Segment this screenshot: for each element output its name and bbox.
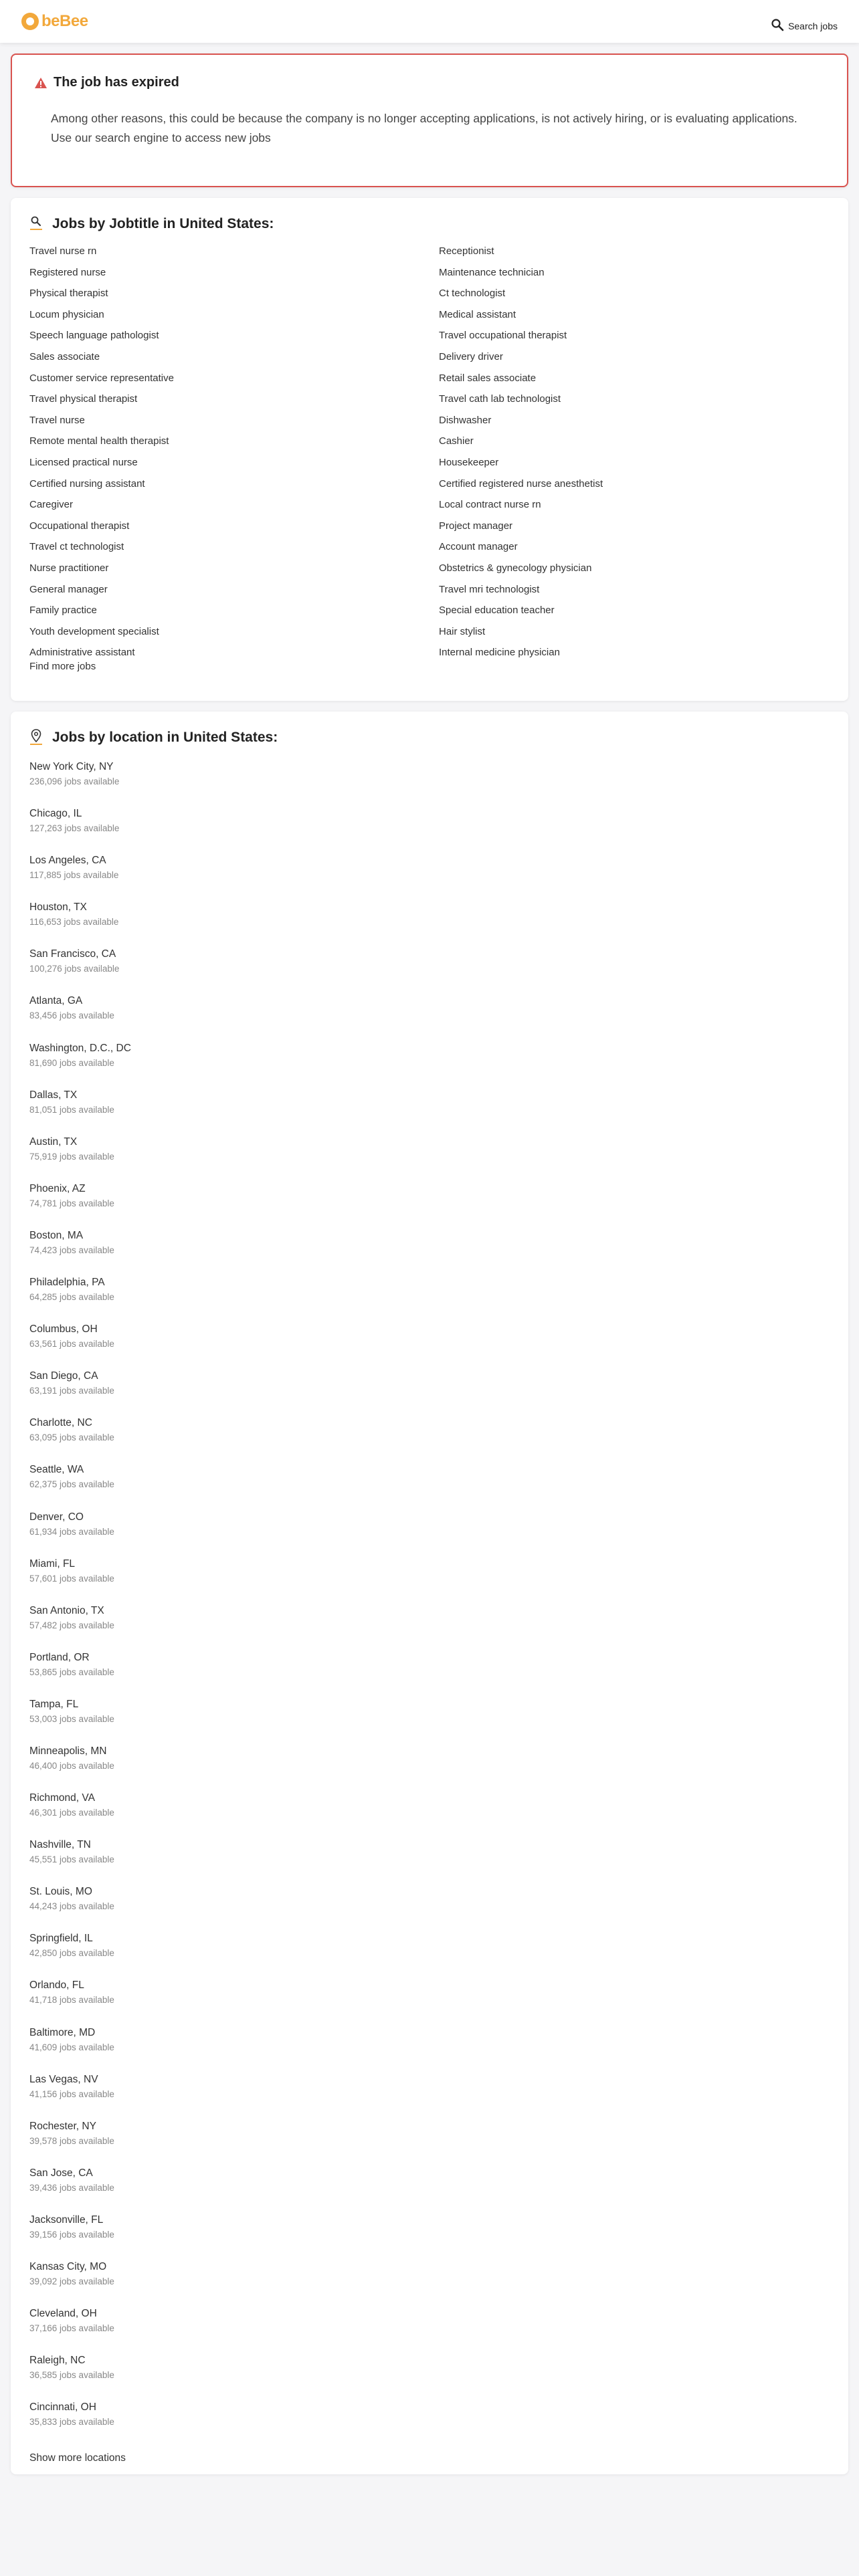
location-job-count: 83,456 jobs available xyxy=(29,1010,114,1021)
location-job-count: 117,885 jobs available xyxy=(29,870,119,881)
location-job-count: 37,166 jobs available xyxy=(29,2323,114,2334)
jobs-by-jobtitle-section xyxy=(11,198,848,701)
job-expired-alert xyxy=(11,53,848,187)
jobtitle-link[interactable]: Retail sales associate xyxy=(439,372,537,384)
jobtitle-link[interactable]: Medical assistant xyxy=(439,308,516,320)
location-job-count: 42,850 jobs available xyxy=(29,1948,114,1959)
location-item xyxy=(29,1744,830,1791)
location-job-count: 46,301 jobs available xyxy=(29,1808,114,1818)
location-job-count: 63,561 jobs available xyxy=(29,1339,114,1350)
jobtitle-link[interactable]: Speech language pathologist xyxy=(29,330,159,342)
location-job-count: 63,191 jobs available xyxy=(29,1386,114,1396)
location-item xyxy=(29,2306,830,2353)
location-link[interactable]: St. Louis, MO xyxy=(29,1886,92,1898)
location-job-count: 57,601 jobs available xyxy=(29,1573,114,1584)
location-link[interactable]: Philadelphia, PA xyxy=(29,1277,105,1289)
jobtitle-link[interactable]: Account manager xyxy=(439,541,518,553)
location-link[interactable]: Richmond, VA xyxy=(29,1792,95,1804)
jobtitle-link[interactable]: Sales associate xyxy=(29,350,100,362)
search-icon xyxy=(29,215,43,233)
find-more-jobs-link[interactable]: Find more jobs xyxy=(29,660,96,672)
location-job-count: 39,156 jobs available xyxy=(29,2229,114,2240)
location-job-count: 39,092 jobs available xyxy=(29,2276,114,2286)
location-item xyxy=(29,900,830,947)
location-job-count: 44,243 jobs available xyxy=(29,1901,114,1912)
search-jobs-button[interactable] xyxy=(771,11,838,31)
location-item xyxy=(29,1322,830,1369)
location-job-count: 57,482 jobs available xyxy=(29,1620,114,1630)
location-link[interactable]: Miami, FL xyxy=(29,1558,76,1570)
location-job-count: 39,578 jobs available xyxy=(29,2135,114,2146)
jobtitle-link[interactable]: General manager xyxy=(29,583,108,595)
location-link[interactable]: San Francisco, CA xyxy=(29,948,116,960)
jobtitle-link[interactable]: Travel nurse rn xyxy=(29,245,97,257)
jobtitle-link[interactable]: Administrative assistant xyxy=(29,647,135,659)
jobtitle-link[interactable]: Special education teacher xyxy=(439,605,555,617)
location-job-count: 236,096 jobs available xyxy=(29,776,120,786)
location-link[interactable]: Springfield, IL xyxy=(29,1933,93,1945)
jobtitle-heading-row xyxy=(29,214,830,234)
location-item xyxy=(29,1838,830,1885)
jobtitle-link[interactable]: Dishwasher xyxy=(439,414,492,426)
location-link[interactable]: Jacksonville, FL xyxy=(29,2214,104,2226)
location-link[interactable]: Cincinnati, OH xyxy=(29,2401,96,2413)
location-item xyxy=(29,2353,830,2400)
location-link[interactable]: Seattle, WA xyxy=(29,1464,84,1476)
location-item xyxy=(29,1604,830,1650)
jobtitle-link[interactable]: Registered nurse xyxy=(29,266,106,278)
location-link[interactable]: San Diego, CA xyxy=(29,1370,98,1382)
jobtitle-link[interactable]: Locum physician xyxy=(29,308,104,320)
location-item xyxy=(29,1275,830,1322)
location-item xyxy=(29,853,830,900)
location-item xyxy=(29,2166,830,2213)
location-job-count: 36,585 jobs available xyxy=(29,2370,114,2381)
jobtitle-link[interactable]: Local contract nurse rn xyxy=(439,499,541,511)
location-job-count: 53,003 jobs available xyxy=(29,1713,114,1724)
location-link[interactable]: Phoenix, AZ xyxy=(29,1182,86,1194)
location-item xyxy=(29,1510,830,1557)
location-link[interactable]: Rochester, NY xyxy=(29,2120,96,2132)
jobtitle-link[interactable]: Youth development specialist xyxy=(29,625,159,637)
location-link[interactable]: Las Vegas, NV xyxy=(29,2073,98,2085)
show-more-locations-link[interactable]: Show more locations xyxy=(29,2452,126,2464)
location-link[interactable]: Minneapolis, MN xyxy=(29,1745,107,1757)
location-item xyxy=(29,1931,830,1978)
location-job-count: 74,423 jobs available xyxy=(29,1245,114,1255)
location-link[interactable]: Los Angeles, CA xyxy=(29,855,106,867)
expired-message: Among other reasons, this could be because the company is no longer accepting applications, is not actively hiring, or is evaluating applications. Use our search engine to access new jobs xyxy=(51,112,797,144)
location-job-count: 81,690 jobs available xyxy=(29,1057,114,1068)
jobtitle-link[interactable]: Certified registered nurse anesthetist xyxy=(439,477,603,490)
location-link[interactable]: Denver, CO xyxy=(29,1511,84,1523)
jobtitle-link[interactable]: Obstetrics & gynecology physician xyxy=(439,562,592,574)
location-item xyxy=(29,1557,830,1604)
search-jobs-label: Search jobs xyxy=(788,21,838,31)
location-pin-icon xyxy=(29,729,43,746)
location-link[interactable]: Washington, D.C., DC xyxy=(29,1042,131,1054)
location-link[interactable]: Austin, TX xyxy=(29,1136,78,1148)
location-link[interactable]: Chicago, IL xyxy=(29,808,82,820)
location-link[interactable]: Atlanta, GA xyxy=(29,995,83,1007)
location-link[interactable]: San Antonio, TX xyxy=(29,1604,104,1616)
location-item xyxy=(29,2119,830,2166)
location-item xyxy=(29,1228,830,1275)
location-job-count: 35,833 jobs available xyxy=(29,2417,114,2428)
location-link[interactable]: Raleigh, NC xyxy=(29,2355,86,2367)
location-link[interactable]: Charlotte, NC xyxy=(29,1417,92,1429)
location-link[interactable]: Cleveland, OH xyxy=(29,2308,97,2320)
location-heading: Jobs by location in United States: xyxy=(52,730,278,745)
location-item xyxy=(29,1650,830,1697)
bebee-logo-icon xyxy=(21,13,39,30)
warning-icon xyxy=(35,78,47,88)
jobtitle-link[interactable]: Hair stylist xyxy=(439,625,486,637)
jobtitle-link[interactable]: Cashier xyxy=(439,435,474,447)
location-link[interactable]: Baltimore, MD xyxy=(29,2026,96,2038)
jobtitle-link[interactable]: Internal medicine physician xyxy=(439,647,560,659)
location-job-count: 116,653 jobs available xyxy=(29,917,119,928)
location-item xyxy=(29,2026,830,2072)
location-job-count: 41,718 jobs available xyxy=(29,1995,114,2006)
jobtitle-link[interactable]: Travel cath lab technologist xyxy=(439,393,561,405)
expired-title: The job has expired xyxy=(54,75,179,90)
location-item xyxy=(29,2072,830,2119)
location-item xyxy=(29,2400,830,2447)
location-job-count: 41,156 jobs available xyxy=(29,2088,114,2099)
jobtitle-link[interactable]: Travel occupational therapist xyxy=(439,330,567,342)
location-job-count: 63,095 jobs available xyxy=(29,1432,114,1443)
location-heading-row xyxy=(29,728,830,748)
location-item xyxy=(29,1978,830,2025)
jobtitle-link[interactable]: Physical therapist xyxy=(29,288,108,300)
location-item xyxy=(29,1369,830,1416)
location-item xyxy=(29,1182,830,1228)
location-list xyxy=(29,760,830,2447)
location-job-count: 75,919 jobs available xyxy=(29,1151,114,1162)
jobs-by-location-section xyxy=(11,712,848,2474)
location-item xyxy=(29,760,830,807)
location-item xyxy=(29,947,830,994)
jobtitle-heading: Jobs by Jobtitle in United States: xyxy=(52,216,274,231)
jobtitle-link[interactable]: Travel mri technologist xyxy=(439,583,540,595)
jobtitle-link[interactable]: Travel ct technologist xyxy=(29,541,124,553)
jobtitle-link[interactable]: Customer service representative xyxy=(29,372,174,384)
location-item xyxy=(29,1885,830,1931)
jobtitle-link[interactable]: Licensed practical nurse xyxy=(29,456,138,468)
jobtitle-link[interactable]: Housekeeper xyxy=(439,456,499,468)
jobtitle-link[interactable]: Remote mental health therapist xyxy=(29,435,169,447)
jobtitle-link[interactable]: Travel physical therapist xyxy=(29,393,138,405)
location-job-count: 62,375 jobs available xyxy=(29,1479,114,1490)
jobtitle-link[interactable]: Nurse practitioner xyxy=(29,562,109,574)
logo-text: beBee xyxy=(41,12,88,30)
location-link[interactable]: Kansas City, MO xyxy=(29,2261,107,2272)
jobtitle-link[interactable]: Certified nursing assistant xyxy=(29,477,145,490)
location-job-count: 64,285 jobs available xyxy=(29,1292,114,1303)
location-item xyxy=(29,994,830,1041)
location-item xyxy=(29,1041,830,1088)
location-link[interactable]: Dallas, TX xyxy=(29,1089,78,1101)
jobtitle-link[interactable]: Maintenance technician xyxy=(439,266,545,278)
location-job-count: 127,263 jobs available xyxy=(29,823,120,834)
jobtitle-list xyxy=(29,241,830,663)
location-item xyxy=(29,1697,830,1744)
location-item xyxy=(29,1416,830,1463)
location-link[interactable]: Houston, TX xyxy=(29,901,87,914)
jobtitle-link[interactable]: Caregiver xyxy=(29,499,74,511)
location-item xyxy=(29,1135,830,1182)
bebee-logo[interactable] xyxy=(21,12,88,31)
location-item xyxy=(29,1791,830,1838)
location-job-count: 74,781 jobs available xyxy=(29,1198,114,1208)
location-job-count: 53,865 jobs available xyxy=(29,1667,114,1677)
jobtitle-link[interactable]: Delivery driver xyxy=(439,350,503,362)
location-job-count: 81,051 jobs available xyxy=(29,1104,114,1115)
top-header xyxy=(0,0,859,43)
search-icon xyxy=(771,18,784,31)
jobtitle-link[interactable]: Family practice xyxy=(29,605,97,617)
jobtitle-link[interactable]: Receptionist xyxy=(439,245,494,257)
location-job-count: 46,400 jobs available xyxy=(29,1760,114,1771)
location-link[interactable]: Tampa, FL xyxy=(29,1698,79,1710)
location-job-count: 100,276 jobs available xyxy=(29,964,120,974)
expired-title-row xyxy=(35,75,824,90)
location-item xyxy=(29,807,830,853)
location-item xyxy=(29,2213,830,2260)
jobtitle-link[interactable]: Travel nurse xyxy=(29,414,85,426)
location-link[interactable]: Boston, MA xyxy=(29,1229,84,1241)
location-job-count: 45,551 jobs available xyxy=(29,1854,114,1865)
jobtitle-link[interactable]: Project manager xyxy=(439,520,513,532)
location-job-count: 41,609 jobs available xyxy=(29,2042,114,2052)
location-link[interactable]: Columbus, OH xyxy=(29,1323,98,1335)
jobtitle-link[interactable]: Ct technologist xyxy=(439,288,506,300)
location-item xyxy=(29,1463,830,1509)
location-link[interactable]: Portland, OR xyxy=(29,1651,90,1663)
jobtitle-link[interactable]: Occupational therapist xyxy=(29,520,130,532)
location-item xyxy=(29,1088,830,1135)
location-job-count: 61,934 jobs available xyxy=(29,1526,114,1537)
location-link[interactable]: San Jose, CA xyxy=(29,2167,93,2179)
location-link[interactable]: New York City, NY xyxy=(29,761,114,772)
location-link[interactable]: Nashville, TN xyxy=(29,1839,91,1851)
location-item xyxy=(29,2260,830,2306)
location-job-count: 39,436 jobs available xyxy=(29,2182,114,2193)
location-link[interactable]: Orlando, FL xyxy=(29,1979,84,1992)
